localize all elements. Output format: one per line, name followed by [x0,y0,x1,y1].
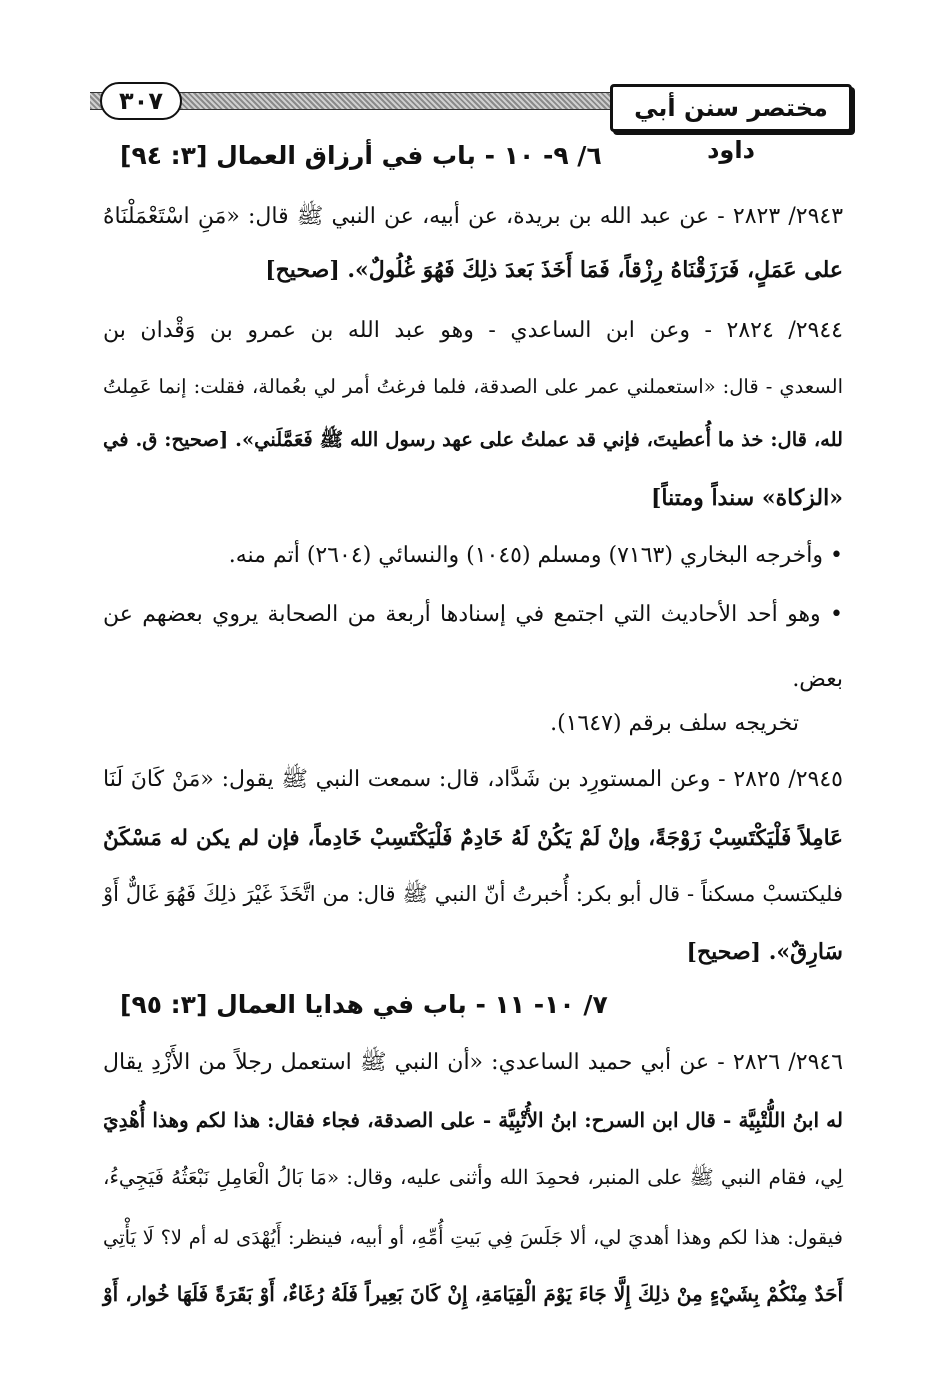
text-line: له ابنُ اللُّتْبِيَّة - قال ابن السرح: ابنُ الأُتْبِيَّة - على الصدقة، فجاء فقال: هذا لكم وهذا أُهْدِيَ [103,1108,843,1132]
book-title: مختصر سنن أبي داود [610,84,852,132]
text-line: أَحَدٌ مِنْكُمْ بِشَيْءٍ مِنْ ذلِكَ إِلَّا جَاءَ يَوْمَ الْقِيَامَةِ، إِنْ كَانَ بَعِيراً فَلَهُ رُغَاءٌ، أَوْ بَقَرَةً فَلَهَا خُوار، أَوْ [103,1282,843,1306]
note-text: وأخرجه البخاري (٧١٦٣) ومسلم (١٠٤٥) والنسائي (٢٦٠٤) أتم منه. [228,543,824,568]
text-line: «الزكاة» سنداً ومتناً] [650,485,843,511]
text-line: لله، قال: خذ ما أُعطيتَ، فإني قد عملتُ على عهد رسول الله ﷺ فَعَمَّلَني». [صحيح: ق. في [103,428,843,451]
note-text: وهو أحد الأحاديث التي اجتمع في إسنادها أربعة من الصحابة يروي بعضهم عن [103,602,821,627]
text-line: بعض. [792,667,843,692]
page-number: ٣٠٧ [100,82,182,120]
text-line: فليكتسبْ مسكناً - قال أبو بكر: أُخبرتُ أنّ النبي ﷺ قال: من اتَّخَذَ غَيْرَ ذلِكَ فَهُوَ غَالٌّ أَوْ [103,882,843,906]
text-line: عَامِلاً فَلْيَكْتَسِبْ زَوْجَةً، وإنْ لَمْ يَكُنْ لَهُ خَادِمٌ فَلْيَكْتَسِبْ خَادِماً، فإن لم يكن له مَسْكَنٌ [103,826,843,851]
text-line: ٢٩٤٦/ ٢٨٢٦ - عن أبي حميد الساعدي: «أن النبي ﷺ استعمل رجلاً من الأَزْدِ يقال [103,1050,844,1075]
text-line: ٢٩٤٣/ ٢٨٢٣ - عن عبد الله بن بريدة، عن أبيه، عن النبي ﷺ قال: «مَنِ اسْتَعْمَلْنَاهُ [103,204,844,229]
text-line: على عَمَلٍ، فَرَزَقْنَاهُ رِزْقاً، فَمَا أَخَذَ بَعدَ ذلِكَ فَهُوَ غُلُولٌ». [صحيح] [265,257,843,283]
note-line [229,536,843,576]
chapter-heading: ٦/ ٩- ١٠ - باب في أرزاق العمال [٣: ٩٤] [120,141,602,170]
bullet-icon: • [820,602,843,627]
note-line [103,595,843,635]
bullet-icon: • [823,543,843,568]
text-line: لِي، فقام النبي ﷺ على المنبر، فحمِدَ الله وأثنى عليه، وقال: «مَا بَالُ الْعَامِلِ نَبْعَثُهُ فَيَجِيءُ، [103,1165,843,1189]
chapter-heading: ٧/ ١٠- ١١ - باب في هدايا العمال [٣: ٩٥] [120,990,608,1019]
text-line: فيقول: هذا لكم وهذا أهديَ لي، ألا جَلَسَ فِي بَيتِ أُمِّهِ، أو أبيه، فينظر: أَيُهْدَى له أم لا؟ لَا يَأْتِي [103,1226,843,1249]
text-line: سَارِقٌ». [صحيح] [686,939,843,965]
text-line: ٢٩٤٥/ ٢٨٢٥ - وعن المستورِد بن شَدَّاد، قال: سمعت النبي ﷺ يقول: «مَنْ كَانَ لَنَا [103,767,843,792]
text-line: السعدي - قال: «استعملني عمر على الصدقة، فلما فرغتُ أمر لي بعُمالة، فقلت: إنما عَمِلتُ [103,375,843,398]
text-line: ٢٩٤٤/ ٢٨٢٤ - وعن ابن الساعدي - وهو عبد الله بن عمرو بن وَقْدان بن [103,318,843,343]
text-line: تخريجه سلف برقم (١٦٤٧). [550,711,799,736]
